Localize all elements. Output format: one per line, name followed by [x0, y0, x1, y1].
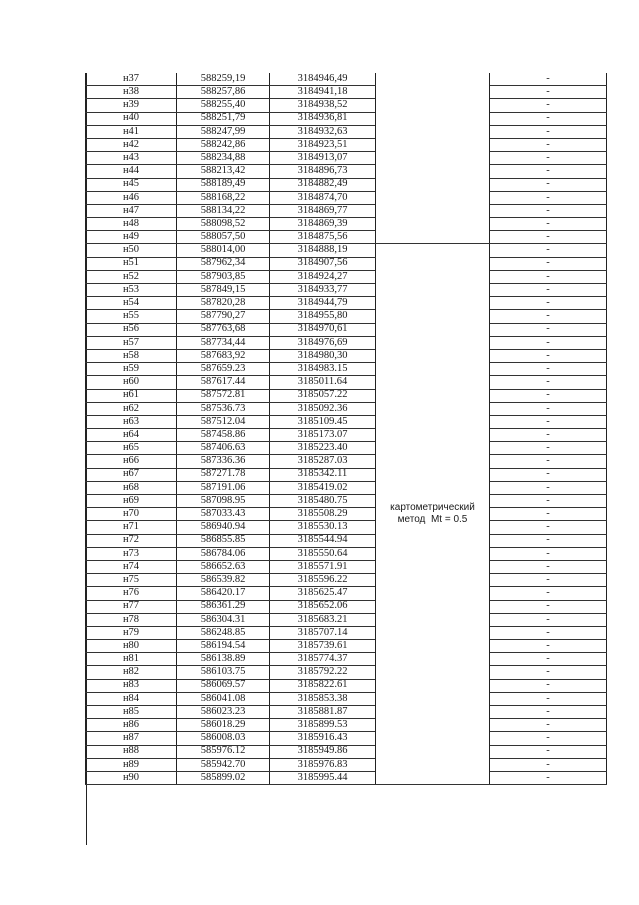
dash-cell: - [490, 125, 607, 138]
x-coordinate-cell: 588057,50 [177, 231, 270, 244]
table-row [86, 442, 607, 455]
dash-cell: - [490, 771, 607, 784]
point-id-cell: н53 [86, 284, 177, 297]
y-coordinate-cell: 3185419.02 [270, 481, 376, 494]
y-coordinate-cell: 3184874,70 [270, 191, 376, 204]
x-coordinate-cell: 586018.29 [177, 719, 270, 732]
y-coordinate-cell: 3185739.61 [270, 640, 376, 653]
y-coordinate-cell: 3184970,61 [270, 323, 376, 336]
x-coordinate-cell: 587820,28 [177, 297, 270, 310]
table-row [86, 706, 607, 719]
table-row [86, 495, 607, 508]
table-row [86, 692, 607, 705]
y-coordinate-cell: 3185596.22 [270, 574, 376, 587]
x-coordinate-cell: 588257,86 [177, 86, 270, 99]
y-coordinate-cell: 3184938,52 [270, 99, 376, 112]
x-coordinate-cell: 587191.06 [177, 481, 270, 494]
dash-cell: - [490, 257, 607, 270]
x-coordinate-cell: 588168,22 [177, 191, 270, 204]
point-id-cell: н64 [86, 429, 177, 442]
table-row [86, 626, 607, 639]
table-row [86, 415, 607, 428]
table-row [86, 560, 607, 573]
dash-cell: - [490, 732, 607, 745]
table-row [86, 732, 607, 745]
y-coordinate-cell: 3184955,80 [270, 310, 376, 323]
table-row [86, 363, 607, 376]
point-id-cell: н63 [86, 415, 177, 428]
table-row [86, 152, 607, 165]
dash-cell: - [490, 389, 607, 402]
table-row [86, 534, 607, 547]
y-coordinate-cell: 3185995.44 [270, 771, 376, 784]
y-coordinate-cell: 3185652.06 [270, 600, 376, 613]
x-coordinate-cell: 586069.57 [177, 679, 270, 692]
point-id-cell: н68 [86, 481, 177, 494]
x-coordinate-cell: 587572.81 [177, 389, 270, 402]
x-coordinate-cell: 587617.44 [177, 376, 270, 389]
x-coordinate-cell: 587763,68 [177, 323, 270, 336]
point-id-cell: н39 [86, 99, 177, 112]
y-coordinate-cell: 3185287.03 [270, 455, 376, 468]
x-coordinate-cell: 588242,86 [177, 138, 270, 151]
point-id-cell: н75 [86, 574, 177, 587]
method-text-line2: метод Mt = 0.5 [397, 514, 468, 526]
point-id-cell: н79 [86, 626, 177, 639]
dash-cell: - [490, 719, 607, 732]
table-row [86, 165, 607, 178]
table-row [86, 284, 607, 297]
y-coordinate-cell: 3185853.38 [270, 692, 376, 705]
x-coordinate-cell: 586008.03 [177, 732, 270, 745]
table-row [86, 679, 607, 692]
x-coordinate-cell: 588098,52 [177, 218, 270, 231]
dash-cell: - [490, 640, 607, 653]
table-row [86, 587, 607, 600]
x-coordinate-cell: 586103.75 [177, 666, 270, 679]
table-row [86, 218, 607, 231]
y-coordinate-cell: 3184932,63 [270, 125, 376, 138]
point-id-cell: н60 [86, 376, 177, 389]
y-coordinate-cell: 3185949.86 [270, 745, 376, 758]
table-row [86, 376, 607, 389]
point-id-cell: н55 [86, 310, 177, 323]
dash-cell: - [490, 679, 607, 692]
x-coordinate-cell: 586652.63 [177, 560, 270, 573]
y-coordinate-cell: 3184933,77 [270, 284, 376, 297]
point-id-cell: н40 [86, 112, 177, 125]
dash-cell: - [490, 86, 607, 99]
x-coordinate-cell: 587683,92 [177, 349, 270, 362]
dash-cell: - [490, 574, 607, 587]
y-coordinate-cell: 3185173.07 [270, 429, 376, 442]
point-id-cell: н54 [86, 297, 177, 310]
x-coordinate-cell: 586304.31 [177, 613, 270, 626]
dash-cell: - [490, 363, 607, 376]
dash-cell: - [490, 191, 607, 204]
point-id-cell: н45 [86, 178, 177, 191]
dash-cell: - [490, 521, 607, 534]
point-id-cell: н62 [86, 402, 177, 415]
point-id-cell: н86 [86, 719, 177, 732]
x-coordinate-cell: 587734,44 [177, 336, 270, 349]
point-id-cell: н66 [86, 455, 177, 468]
dash-cell: - [490, 73, 607, 86]
x-coordinate-cell: 585899.02 [177, 771, 270, 784]
y-coordinate-cell: 3185550.64 [270, 547, 376, 560]
point-id-cell: н74 [86, 560, 177, 573]
x-coordinate-cell: 587458.86 [177, 429, 270, 442]
y-coordinate-cell: 3184913,07 [270, 152, 376, 165]
dash-cell: - [490, 613, 607, 626]
point-id-cell: н72 [86, 534, 177, 547]
dash-cell: - [490, 481, 607, 494]
table-row [86, 323, 607, 336]
dash-cell: - [490, 152, 607, 165]
x-coordinate-cell: 586041.08 [177, 692, 270, 705]
point-id-cell: н83 [86, 679, 177, 692]
point-id-cell: н57 [86, 336, 177, 349]
point-id-cell: н51 [86, 257, 177, 270]
y-coordinate-cell: 3185881.87 [270, 706, 376, 719]
x-coordinate-cell: 587962,34 [177, 257, 270, 270]
y-coordinate-cell: 3184869,77 [270, 204, 376, 217]
point-id-cell: н65 [86, 442, 177, 455]
point-id-cell: н67 [86, 468, 177, 481]
point-id-cell: н37 [86, 73, 177, 86]
x-coordinate-cell: 587271.78 [177, 468, 270, 481]
y-coordinate-cell: 3184941,18 [270, 86, 376, 99]
point-id-cell: н58 [86, 349, 177, 362]
table-row [86, 455, 607, 468]
point-id-cell: н43 [86, 152, 177, 165]
y-coordinate-cell: 3185625.47 [270, 587, 376, 600]
dash-cell: - [490, 455, 607, 468]
dash-cell: - [490, 297, 607, 310]
x-coordinate-cell: 588213,42 [177, 165, 270, 178]
x-coordinate-cell: 586940.94 [177, 521, 270, 534]
y-coordinate-cell: 3185342.11 [270, 468, 376, 481]
point-id-cell: н80 [86, 640, 177, 653]
dash-cell: - [490, 653, 607, 666]
dash-cell: - [490, 165, 607, 178]
table-row [86, 86, 607, 99]
y-coordinate-cell: 3184875,56 [270, 231, 376, 244]
table-row [86, 178, 607, 191]
table-row [86, 297, 607, 310]
point-id-cell: н69 [86, 495, 177, 508]
table-row [86, 758, 607, 771]
y-coordinate-cell: 3185508.29 [270, 508, 376, 521]
y-coordinate-cell: 3184869,39 [270, 218, 376, 231]
dash-cell: - [490, 244, 607, 257]
x-coordinate-cell: 586138.89 [177, 653, 270, 666]
method-cell-empty [376, 73, 490, 244]
dash-cell: - [490, 402, 607, 415]
table-row [86, 191, 607, 204]
point-id-cell: н71 [86, 521, 177, 534]
method-text-line1: картометрический [390, 501, 475, 513]
x-coordinate-cell: 587790,27 [177, 310, 270, 323]
table-row [86, 771, 607, 784]
point-id-cell: н50 [86, 244, 177, 257]
point-id-cell: н88 [86, 745, 177, 758]
table-row [86, 666, 607, 679]
point-id-cell: н87 [86, 732, 177, 745]
table-row [86, 204, 607, 217]
dash-cell: - [490, 666, 607, 679]
table-row [86, 481, 607, 494]
y-coordinate-cell: 3185683.21 [270, 613, 376, 626]
y-coordinate-cell: 3184976,69 [270, 336, 376, 349]
point-id-cell: н46 [86, 191, 177, 204]
y-coordinate-cell: 3184983.15 [270, 363, 376, 376]
point-id-cell: н84 [86, 692, 177, 705]
point-id-cell: н81 [86, 653, 177, 666]
dash-cell: - [490, 270, 607, 283]
table-row [86, 270, 607, 283]
method-cell [376, 244, 490, 785]
y-coordinate-cell: 3184907,56 [270, 257, 376, 270]
dash-cell: - [490, 626, 607, 639]
y-coordinate-cell: 3185792.22 [270, 666, 376, 679]
coordinates-table-body [86, 73, 607, 785]
table-row [86, 112, 607, 125]
y-coordinate-cell: 3184946,49 [270, 73, 376, 86]
point-id-cell: н85 [86, 706, 177, 719]
table-row [86, 547, 607, 560]
dash-cell: - [490, 560, 607, 573]
point-id-cell: н59 [86, 363, 177, 376]
point-id-cell: н38 [86, 86, 177, 99]
y-coordinate-cell: 3185916.43 [270, 732, 376, 745]
x-coordinate-cell: 587033.43 [177, 508, 270, 521]
table-row [86, 574, 607, 587]
y-coordinate-cell: 3185976.83 [270, 758, 376, 771]
table-row [86, 402, 607, 415]
point-id-cell: н78 [86, 613, 177, 626]
point-id-cell: н76 [86, 587, 177, 600]
x-coordinate-cell: 587512.04 [177, 415, 270, 428]
dash-cell: - [490, 429, 607, 442]
dash-cell: - [490, 284, 607, 297]
x-coordinate-cell: 588014,00 [177, 244, 270, 257]
table-row [86, 600, 607, 613]
table-row [86, 349, 607, 362]
dash-cell: - [490, 349, 607, 362]
y-coordinate-cell: 3185480.75 [270, 495, 376, 508]
y-coordinate-cell: 3185899.53 [270, 719, 376, 732]
dash-cell: - [490, 692, 607, 705]
point-id-cell: н77 [86, 600, 177, 613]
y-coordinate-cell: 3185544.94 [270, 534, 376, 547]
point-id-cell: н42 [86, 138, 177, 151]
x-coordinate-cell: 585976.12 [177, 745, 270, 758]
table-row [86, 336, 607, 349]
y-coordinate-cell: 3185707.14 [270, 626, 376, 639]
dash-cell: - [490, 204, 607, 217]
y-coordinate-cell: 3184882,49 [270, 178, 376, 191]
x-coordinate-cell: 587536.73 [177, 402, 270, 415]
y-coordinate-cell: 3185092.36 [270, 402, 376, 415]
table-row [86, 640, 607, 653]
x-coordinate-cell: 586539.82 [177, 574, 270, 587]
x-coordinate-cell: 588134,22 [177, 204, 270, 217]
dash-cell: - [490, 376, 607, 389]
x-coordinate-cell: 587659.23 [177, 363, 270, 376]
x-coordinate-cell: 588189,49 [177, 178, 270, 191]
point-id-cell: н61 [86, 389, 177, 402]
x-coordinate-cell: 586248.85 [177, 626, 270, 639]
table-row [86, 613, 607, 626]
dash-cell: - [490, 600, 607, 613]
point-id-cell: н44 [86, 165, 177, 178]
table-row [86, 745, 607, 758]
table-row [86, 719, 607, 732]
x-coordinate-cell: 588259,19 [177, 73, 270, 86]
dash-cell: - [490, 218, 607, 231]
x-coordinate-cell: 588247,99 [177, 125, 270, 138]
x-coordinate-cell: 588255,40 [177, 99, 270, 112]
y-coordinate-cell: 3184980,30 [270, 349, 376, 362]
point-id-cell: н70 [86, 508, 177, 521]
dash-cell: - [490, 415, 607, 428]
point-id-cell: н48 [86, 218, 177, 231]
x-coordinate-cell: 587849,15 [177, 284, 270, 297]
dash-cell: - [490, 138, 607, 151]
dash-cell: - [490, 495, 607, 508]
x-coordinate-cell: 586361.29 [177, 600, 270, 613]
dash-cell: - [490, 310, 607, 323]
dash-cell: - [490, 99, 607, 112]
dash-cell: - [490, 508, 607, 521]
point-id-cell: н49 [86, 231, 177, 244]
x-coordinate-cell: 586855.85 [177, 534, 270, 547]
table-row [86, 125, 607, 138]
dash-cell: - [490, 112, 607, 125]
dash-cell: - [490, 468, 607, 481]
table-row [86, 521, 607, 534]
y-coordinate-cell: 3185011.64 [270, 376, 376, 389]
table-row [86, 99, 607, 112]
table-row [86, 389, 607, 402]
y-coordinate-cell: 3184896,73 [270, 165, 376, 178]
y-coordinate-cell: 3184924,27 [270, 270, 376, 283]
y-coordinate-cell: 3184944,79 [270, 297, 376, 310]
dash-cell: - [490, 534, 607, 547]
x-coordinate-cell: 587336.36 [177, 455, 270, 468]
y-coordinate-cell: 3184936,81 [270, 112, 376, 125]
point-id-cell: н90 [86, 771, 177, 784]
y-coordinate-cell: 3185530.13 [270, 521, 376, 534]
x-coordinate-cell: 586194.54 [177, 640, 270, 653]
dash-cell: - [490, 745, 607, 758]
x-coordinate-cell: 586023.23 [177, 706, 270, 719]
point-id-cell: н52 [86, 270, 177, 283]
point-id-cell: н73 [86, 547, 177, 560]
dash-cell: - [490, 442, 607, 455]
table-row [86, 508, 607, 521]
table-row [86, 310, 607, 323]
dash-cell: - [490, 231, 607, 244]
x-coordinate-cell: 588251,79 [177, 112, 270, 125]
dash-cell: - [490, 758, 607, 771]
point-id-cell: н47 [86, 204, 177, 217]
dash-cell: - [490, 547, 607, 560]
x-coordinate-cell: 585942.70 [177, 758, 270, 771]
x-coordinate-cell: 587406.63 [177, 442, 270, 455]
table-row [86, 244, 607, 257]
dash-cell: - [490, 587, 607, 600]
y-coordinate-cell: 3185774.37 [270, 653, 376, 666]
y-coordinate-cell: 3185822.61 [270, 679, 376, 692]
x-coordinate-cell: 586784.06 [177, 547, 270, 560]
x-coordinate-cell: 587903,85 [177, 270, 270, 283]
x-coordinate-cell: 586420.17 [177, 587, 270, 600]
y-coordinate-cell: 3185109.45 [270, 415, 376, 428]
table-row [86, 429, 607, 442]
table-row [86, 257, 607, 270]
table-row [86, 653, 607, 666]
x-coordinate-cell: 588234,88 [177, 152, 270, 165]
y-coordinate-cell: 3184923,51 [270, 138, 376, 151]
y-coordinate-cell: 3185223.40 [270, 442, 376, 455]
y-coordinate-cell: 3185057.22 [270, 389, 376, 402]
point-id-cell: н56 [86, 323, 177, 336]
table-row [86, 73, 607, 86]
dash-cell: - [490, 178, 607, 191]
table-row [86, 468, 607, 481]
coordinates-table [85, 73, 607, 785]
dash-cell: - [490, 336, 607, 349]
point-id-cell: н89 [86, 758, 177, 771]
table-row [86, 231, 607, 244]
x-coordinate-cell: 587098.95 [177, 495, 270, 508]
point-id-cell: н41 [86, 125, 177, 138]
y-coordinate-cell: 3184888,19 [270, 244, 376, 257]
y-coordinate-cell: 3185571.91 [270, 560, 376, 573]
dash-cell: - [490, 323, 607, 336]
table-row [86, 138, 607, 151]
dash-cell: - [490, 706, 607, 719]
point-id-cell: н82 [86, 666, 177, 679]
